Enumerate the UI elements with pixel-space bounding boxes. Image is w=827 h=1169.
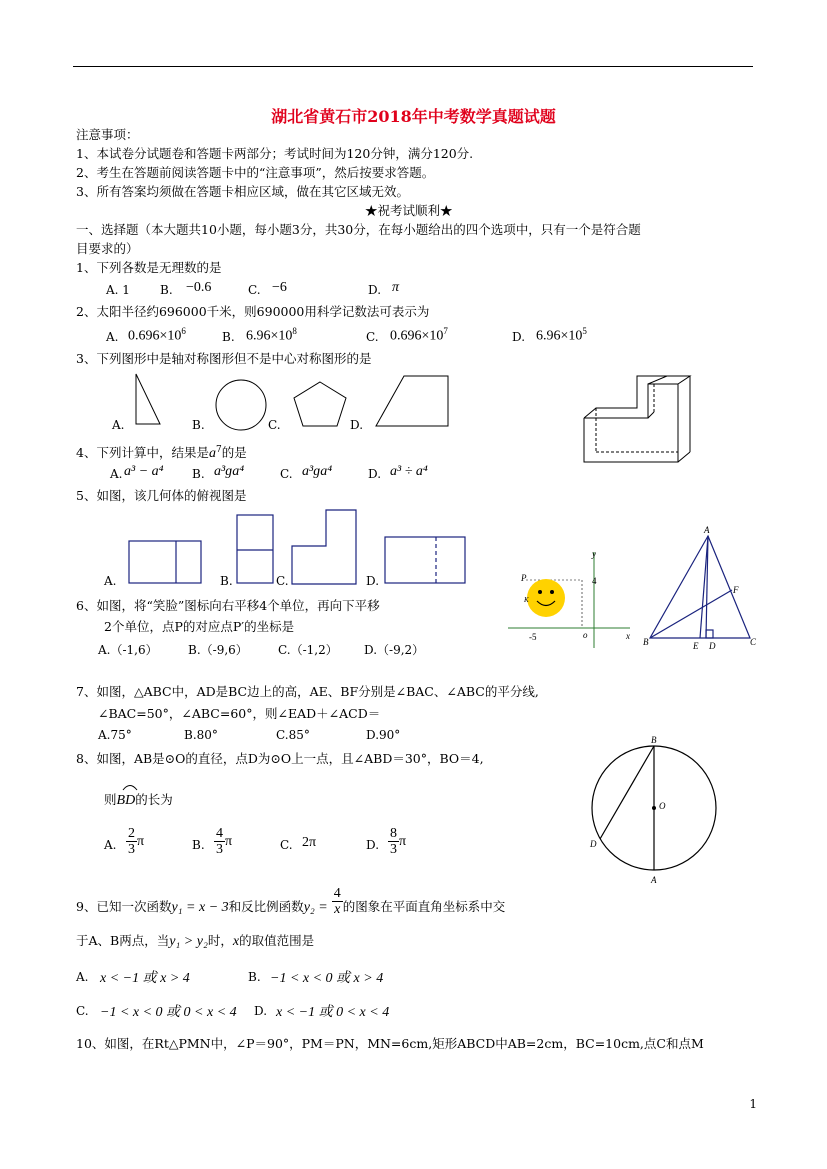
q1-option-a: A. 1 xyxy=(106,283,130,297)
q2-option-c-label: C. xyxy=(366,330,379,344)
section-heading-1: 一、选择题（本大题共10小题，每小题3分，共30分，在每小题给出的四个选项中，只有一个是符合题 xyxy=(76,222,641,237)
fig8-d-label: D xyxy=(590,839,597,849)
q3-option-b: B. xyxy=(192,418,205,432)
q3-option-c: C. xyxy=(268,418,281,432)
q10-stem: 10、如图，在Rt△PMN中，∠P＝90°，PM＝PN，MN=6cm,矩形ABCD中AB=2cm，BC=10cm,点C和点M xyxy=(76,1036,704,1051)
q6-stem-1: 6、如图，将“笑脸”图标向右平移4个单位，再向下平移 xyxy=(76,598,380,613)
fig7-c-label: C xyxy=(750,637,757,647)
q4-option-d: a³ ÷ a⁴ xyxy=(390,464,428,479)
q4-option-a: a³ − a⁴ xyxy=(124,464,164,479)
fig6-four-label: 4 xyxy=(592,576,597,586)
q3-pentagon-figure xyxy=(292,380,350,430)
q4-option-c: a³ɡa⁴ xyxy=(302,464,333,479)
q8-option-b-label: B. xyxy=(192,838,205,852)
q2-option-d: $6.96\times 10^5$ xyxy=(536,326,587,344)
q6-option-b: B.（-9,6） xyxy=(188,643,248,657)
q5-solid-figure xyxy=(582,374,694,468)
q9-option-b-label: B. xyxy=(248,970,261,984)
q2-option-d-label: D. xyxy=(512,330,526,344)
q4-option-d-label: D. xyxy=(368,467,382,481)
arc-symbol-icon xyxy=(122,783,138,791)
q8-stem-1: 8、如图，AB是⊙O的直径，点D为⊙O上一点，且∠ABD＝30°，BO＝4, xyxy=(76,751,484,766)
q5-option-d-figure xyxy=(384,536,468,586)
q5-stem: 5、如图，该几何体的俯视图是 xyxy=(76,488,247,503)
fig7-b-label: B xyxy=(643,637,649,647)
fig8-b-label: B xyxy=(651,735,657,745)
fig6-origin-label: o xyxy=(583,630,588,640)
q2-option-b-label: B. xyxy=(222,330,235,344)
q7-option-d: D.90° xyxy=(366,728,401,742)
q4-option-b-label: B. xyxy=(192,467,205,481)
fig8-a-label: A xyxy=(651,875,657,885)
q8-stem-2: 则BD的长为 xyxy=(104,792,173,808)
q9-option-d: x < −1 或 0 < x < 4 xyxy=(276,1005,390,1020)
q8-option-d-label: D. xyxy=(366,838,380,852)
q9-option-a: x < −1 或 x > 4 xyxy=(100,971,190,986)
q9-stem-2: 于A、B两点，当y₁ > y₂时，x的取值范围是 xyxy=(76,933,315,949)
q2-option-a-label: A. xyxy=(106,330,119,344)
q1-option-c: −6 xyxy=(272,280,287,295)
fig6-p-label: P xyxy=(521,573,527,583)
q8-circle-figure xyxy=(590,744,720,874)
q7-option-b: B.80° xyxy=(184,728,218,742)
note-3: 3、所有答案均须做在答题卡相应区域，做在其它区域无效。 xyxy=(76,184,409,199)
q3-option-d: D. xyxy=(350,418,364,432)
q3-circle-figure xyxy=(214,378,268,432)
q7-option-a: A.75° xyxy=(98,728,132,742)
q5-option-b: B. xyxy=(220,574,233,588)
q7-stem-1: 7、如图，△ABC中，AD是BC边上的高，AE、BF分别是∠BAC、∠ABC的平分线, xyxy=(76,684,539,699)
fig8-o-label: O xyxy=(659,801,666,811)
q8-option-d: $\frac{8}{3}$ π xyxy=(390,826,407,857)
q2-option-b: $6.96\times 10^8$ xyxy=(246,326,297,344)
q4-option-a-label: A. xyxy=(110,467,123,481)
q9-option-d-label: D. xyxy=(254,1004,268,1018)
q4-option-b: a³ɡa⁴ xyxy=(214,464,245,479)
q8-option-a-label: A. xyxy=(104,838,117,852)
q1-option-c-label: C. xyxy=(248,283,261,297)
q1-option-b: −0.6 xyxy=(186,280,212,295)
note-1: 1、本试卷分试题卷和答题卡两部分；考试时间为120分钟，满分120分. xyxy=(76,146,474,161)
good-luck: ★祝考试顺利★ xyxy=(365,203,453,218)
q6-option-c: C.（-1,2） xyxy=(278,643,338,657)
fig7-f-label: F xyxy=(733,585,739,595)
note-2: 2、考生在答题前阅读答题卡中的“注意事项”，然后按要求答题。 xyxy=(76,165,435,180)
q5-option-c-figure xyxy=(290,508,360,586)
q8-option-c-label: C. xyxy=(280,838,293,852)
notes-heading: 注意事项： xyxy=(76,127,139,142)
q5-option-a: A. xyxy=(104,574,117,588)
smiley-face-icon xyxy=(527,579,565,617)
fig6-neg5-label: -5 xyxy=(529,632,537,642)
fig7-e-label: E xyxy=(693,641,699,651)
q5-option-b-figure xyxy=(236,514,276,586)
fig6-y-label: y xyxy=(592,549,596,559)
page-number: 1 xyxy=(749,1097,757,1111)
q6-option-a: A.（-1,6） xyxy=(98,643,158,657)
q3-trapezoid-figure xyxy=(374,374,450,430)
q4-option-c-label: C. xyxy=(280,467,293,481)
q1-option-b-label: B. xyxy=(160,283,173,297)
q2-stem: 2、太阳半径约696000千米，则690000用科学记数法可表示为 xyxy=(76,304,430,319)
q9-option-a-label: A. xyxy=(76,970,89,984)
q4-stem: 4、下列计算中，结果是$a^7$的是 xyxy=(76,445,247,462)
fig6-k-label: K xyxy=(524,596,529,604)
fig7-a-label: A xyxy=(704,525,710,535)
q5-option-d: D. xyxy=(366,574,380,588)
q5-option-a-figure xyxy=(128,540,204,586)
q3-option-a: A. xyxy=(112,418,125,432)
q5-option-c: C. xyxy=(276,574,289,588)
q3-stem: 3、下列图形中是轴对称图形但不是中心对称图形的是 xyxy=(76,351,372,366)
q1-option-d: π xyxy=(392,280,400,295)
q1-option-d-label: D. xyxy=(368,283,382,297)
q8-option-b: $\frac{4}{3}$ π xyxy=(216,826,233,857)
header-rule xyxy=(73,66,753,67)
q6-option-d: D.（-9,2） xyxy=(364,643,425,657)
section-heading-2: 目要求的） xyxy=(76,241,139,256)
q1-stem: 1、下列各数是无理数的是 xyxy=(76,260,222,275)
page-title: 湖北省黄石市2018年中考数学真题试题 xyxy=(271,107,556,126)
q2-option-c: $0.696\times 10^7$ xyxy=(390,326,448,344)
q9-stem-1: 9、已知一次函数y₁ = x − 3和反比例函数y₂ = $\frac{4}{x}$ 的图象在平面直角坐标系中交 xyxy=(76,886,506,917)
q3-triangle-figure xyxy=(134,372,164,430)
fig6-x-label: x xyxy=(626,631,630,641)
fig7-d-label: D xyxy=(709,641,716,651)
q8-option-c: 2π xyxy=(302,835,317,850)
q7-option-c: C.85° xyxy=(276,728,310,742)
q7-stem-2: ∠BAC=50°，∠ABC=60°，则∠EAD＋∠ACD＝ xyxy=(98,706,381,721)
q9-option-c: −1 < x < 0 或 0 < x < 4 xyxy=(100,1005,237,1020)
q9-option-b: −1 < x < 0 或 x > 4 xyxy=(270,971,384,986)
q8-option-a: $\frac{2}{3}$ π xyxy=(128,826,145,857)
q6-stem-2: 2个单位，点P的对应点P′的坐标是 xyxy=(104,619,295,634)
q7-triangle-figure xyxy=(646,534,758,640)
q9-option-c-label: C. xyxy=(76,1004,89,1018)
q2-option-a: $0.696\times 10^6$ xyxy=(128,326,186,344)
